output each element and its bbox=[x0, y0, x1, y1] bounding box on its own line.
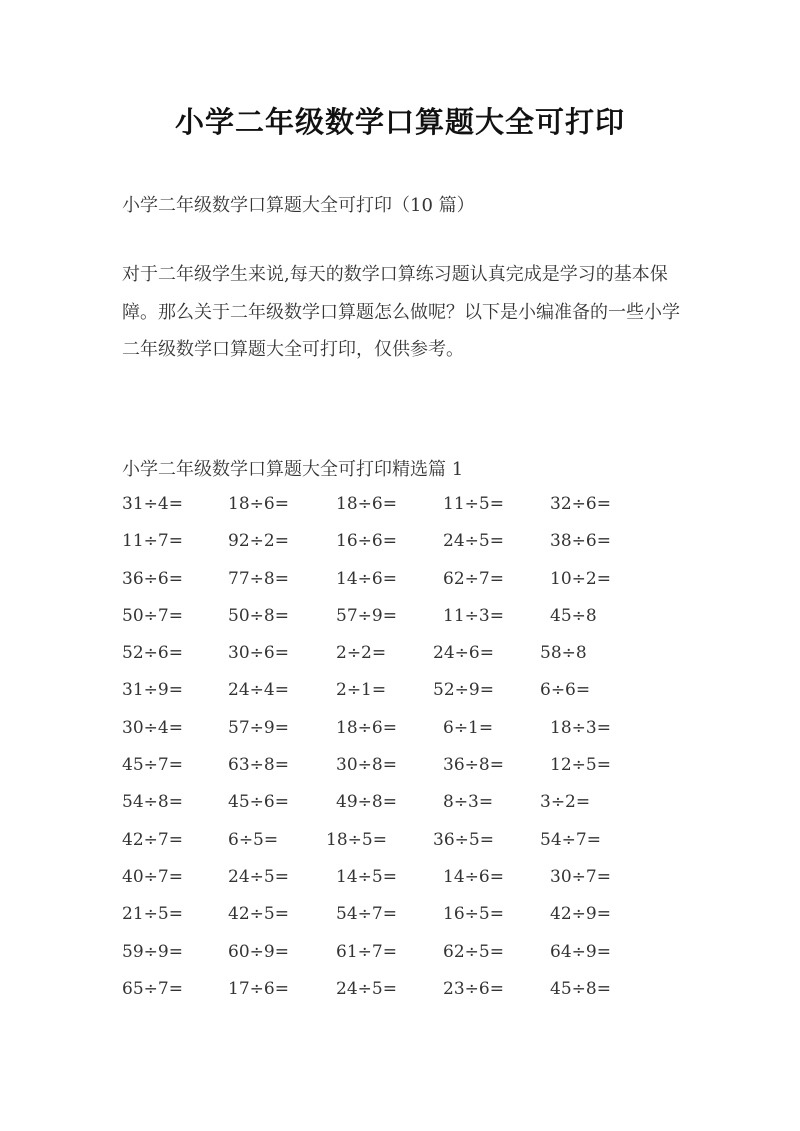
division-problem: 54÷7= bbox=[336, 904, 397, 925]
problem-row bbox=[122, 974, 722, 1011]
division-problem: 31÷4= bbox=[122, 494, 183, 514]
division-problem: 59÷9= bbox=[122, 941, 183, 962]
division-problem: 16÷6= bbox=[336, 531, 397, 552]
division-problem: 36÷5= bbox=[433, 829, 494, 850]
division-problem: 18÷6= bbox=[336, 494, 397, 514]
division-problem: 31÷9= bbox=[122, 680, 183, 701]
division-problem: 14÷6= bbox=[336, 568, 397, 589]
division-problem: 45÷7= bbox=[122, 755, 183, 776]
division-problem: 24÷4= bbox=[228, 680, 289, 701]
division-problem: 65÷7= bbox=[122, 978, 183, 999]
division-problem: 2÷1= bbox=[336, 680, 387, 701]
division-problem: 63÷8= bbox=[228, 755, 289, 776]
division-problem: 30÷6= bbox=[228, 643, 289, 664]
division-problem: 21÷5= bbox=[122, 904, 183, 925]
division-problem: 24÷5= bbox=[336, 978, 397, 999]
division-problem: 62÷5= bbox=[443, 941, 504, 962]
division-problem: 6÷5= bbox=[228, 829, 279, 850]
problem-row bbox=[122, 489, 722, 526]
division-problem: 45÷8 bbox=[550, 605, 597, 626]
division-problem: 18÷5= bbox=[326, 829, 387, 850]
problem-row bbox=[122, 937, 722, 974]
division-problem: 62÷7= bbox=[443, 568, 504, 589]
division-problem: 12÷5= bbox=[550, 755, 611, 776]
division-problem: 36÷6= bbox=[122, 568, 183, 589]
division-problem: 11÷3= bbox=[443, 605, 504, 626]
problem-row bbox=[122, 675, 722, 712]
division-problem: 24÷6= bbox=[433, 643, 494, 664]
division-problem: 92÷2= bbox=[228, 531, 289, 552]
division-problem: 6÷1= bbox=[443, 717, 494, 738]
division-problem: 45÷8= bbox=[550, 978, 611, 999]
division-problem: 18÷6= bbox=[228, 494, 289, 514]
division-problem: 54÷7= bbox=[540, 829, 601, 850]
problem-row bbox=[122, 750, 722, 787]
division-problem: 52÷6= bbox=[122, 643, 183, 664]
division-problem: 14÷5= bbox=[336, 866, 397, 887]
division-problem: 57÷9= bbox=[336, 605, 397, 626]
division-problem: 6÷6= bbox=[540, 680, 591, 701]
division-problem: 36÷8= bbox=[443, 755, 504, 776]
problem-row bbox=[122, 526, 722, 563]
division-problem: 24÷5= bbox=[443, 531, 504, 552]
division-problem: 42÷5= bbox=[228, 904, 289, 925]
problem-row bbox=[122, 825, 722, 862]
division-problem: 61÷7= bbox=[336, 941, 397, 962]
problem-grid bbox=[122, 489, 722, 1011]
division-problem: 57÷9= bbox=[228, 717, 289, 738]
division-problem: 3÷2= bbox=[540, 792, 591, 813]
division-problem: 17÷6= bbox=[228, 978, 289, 999]
division-problem: 77÷8= bbox=[228, 568, 289, 589]
division-problem: 60÷9= bbox=[228, 941, 289, 962]
division-problem: 11÷7= bbox=[122, 531, 183, 552]
division-problem: 64÷9= bbox=[550, 941, 611, 962]
problem-row bbox=[122, 713, 722, 750]
division-problem: 24÷5= bbox=[228, 866, 289, 887]
division-problem: 42÷7= bbox=[122, 829, 183, 850]
document-subtitle: 小学二年级数学口算题大全可打印（10 篇） bbox=[122, 195, 475, 216]
division-problem: 8÷3= bbox=[443, 792, 494, 813]
division-problem: 30÷4= bbox=[122, 717, 183, 738]
division-problem: 40÷7= bbox=[122, 866, 183, 887]
division-problem: 2÷2= bbox=[336, 643, 387, 664]
problem-row bbox=[122, 899, 722, 936]
division-problem: 14÷6= bbox=[443, 866, 504, 887]
page-title: 小学二年级数学口算题大全可打印 bbox=[174, 105, 625, 139]
section-title: 小学二年级数学口算题大全可打印精选篇 1 bbox=[122, 459, 464, 480]
division-problem: 50÷7= bbox=[122, 605, 183, 626]
division-problem: 32÷6= bbox=[550, 494, 611, 514]
division-problem: 49÷8= bbox=[336, 792, 397, 813]
division-problem: 18÷6= bbox=[336, 717, 397, 738]
division-problem: 45÷6= bbox=[228, 792, 289, 813]
division-problem: 18÷3= bbox=[550, 717, 611, 738]
division-problem: 23÷6= bbox=[443, 978, 504, 999]
division-problem: 42÷9= bbox=[550, 904, 611, 925]
division-problem: 52÷9= bbox=[433, 680, 494, 701]
division-problem: 30÷8= bbox=[336, 755, 397, 776]
problem-row bbox=[122, 862, 722, 899]
problem-row bbox=[122, 601, 722, 638]
division-problem: 58÷8 bbox=[540, 643, 587, 664]
division-problem: 16÷5= bbox=[443, 904, 504, 925]
division-problem: 50÷8= bbox=[228, 605, 289, 626]
division-problem: 10÷2= bbox=[550, 568, 611, 589]
division-problem: 11÷5= bbox=[443, 494, 504, 514]
intro-paragraph: 对于二年级学生来说,每天的数学口算练习题认真完成是学习的基本保障。那么关于二年级数学口算题怎么做呢？以下是小编准备的一些小学二年级数学口算题大全可打印，仅供参考。 bbox=[122, 264, 680, 360]
division-problem: 54÷8= bbox=[122, 792, 183, 813]
problem-row bbox=[122, 787, 722, 824]
division-problem: 30÷7= bbox=[550, 866, 611, 887]
division-problem: 38÷6= bbox=[550, 531, 611, 552]
problem-row bbox=[122, 638, 722, 675]
problem-row bbox=[122, 564, 722, 601]
